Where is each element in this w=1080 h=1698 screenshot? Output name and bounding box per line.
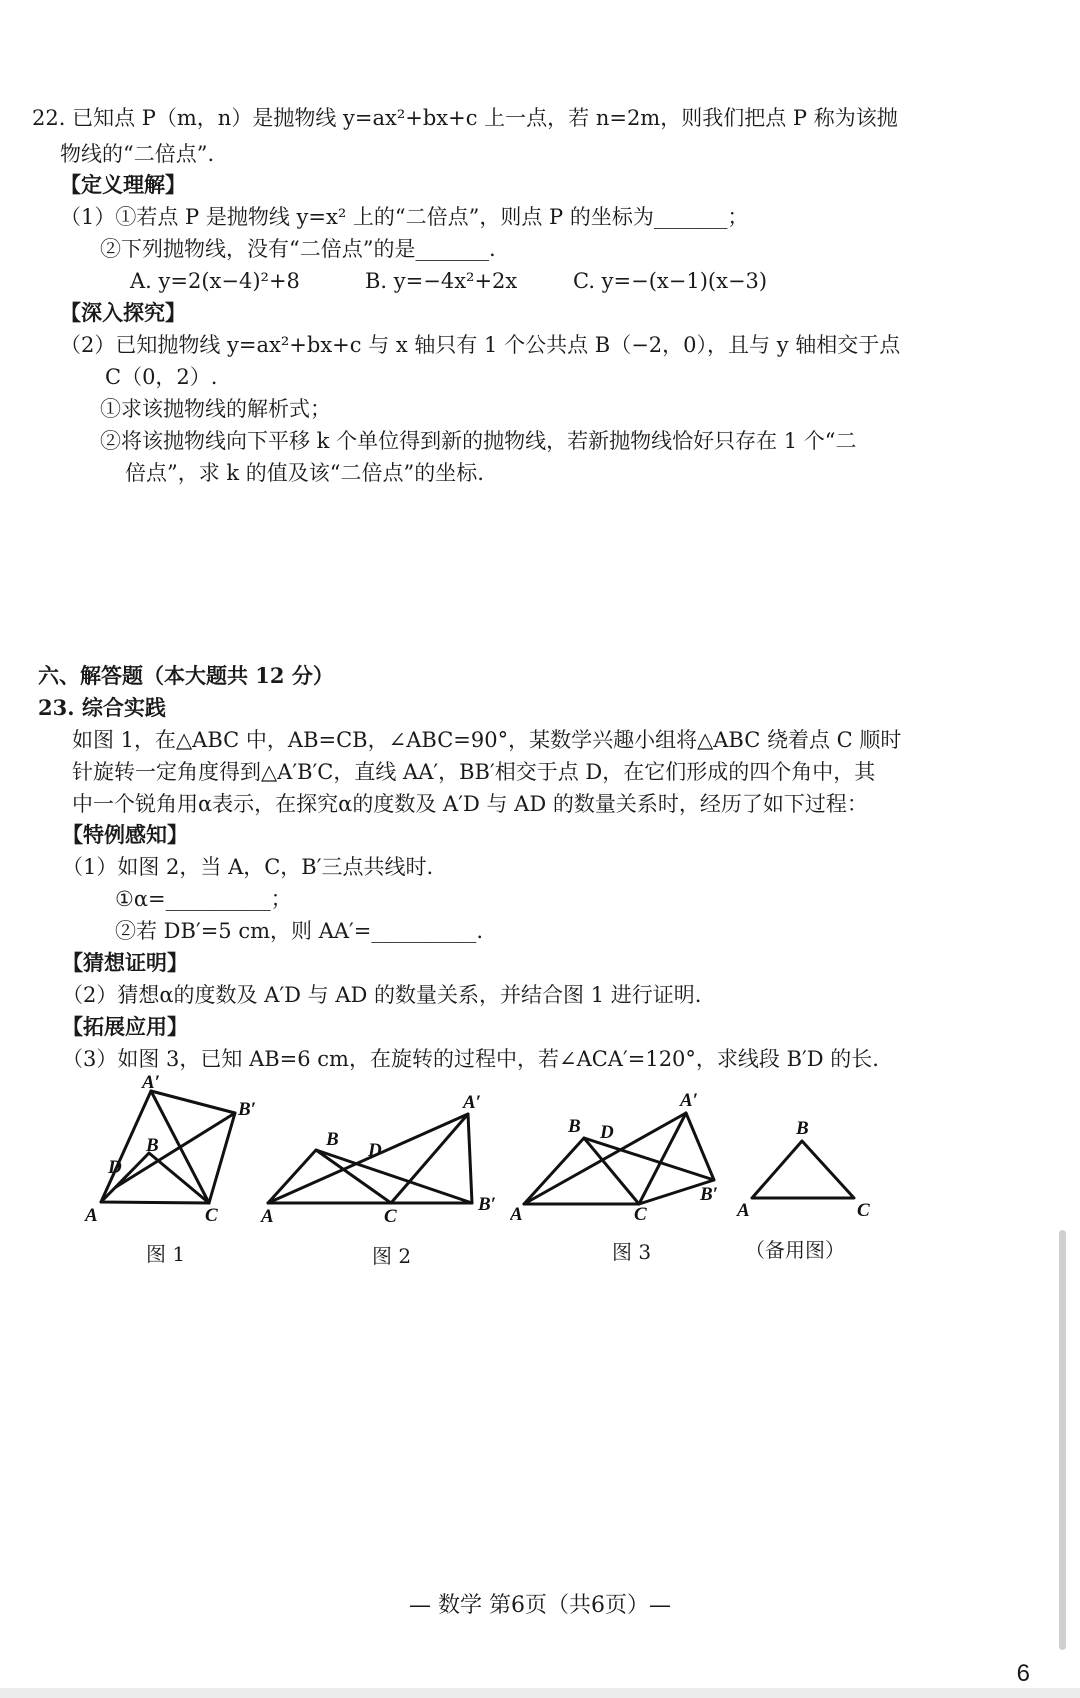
label-C: C (634, 1204, 647, 1225)
label-C: C (857, 1200, 870, 1220)
label-A-prime: A′ (142, 1075, 161, 1093)
q23-intro3: 中一个锐角用α表示，在探究α的度数及 A′D 与 AD 的数量关系时，经历了如下过程： (72, 792, 868, 816)
q22-line2: 物线的“二倍点”. (60, 142, 215, 166)
q23-part1a: ①α=__________； (115, 887, 292, 911)
q22-line1: 22. 已知点 P（m，n）是抛物线 y=ax²+bx+c 上一点，若 n=2m，则我们把点 P 称为该抛 (32, 106, 898, 130)
q23-heading-guess: 【猜想证明】 (62, 950, 188, 975)
figure-2-caption: 图 2 (372, 1244, 412, 1268)
q23-intro2: 针旋转一定角度得到△A′B′C，直线 AA′，BB′相交于点 D，在它们形成的四个角中，其 (72, 760, 876, 784)
figure-2-drawing (258, 1090, 508, 1230)
q23-intro1: 如图 1，在△ABC 中，AB=CB，∠ABC=90°，某数学兴趣小组将△ABC 绕着点 C 顺时 (72, 728, 902, 752)
q22-heading-explore: 【深入探究】 (60, 300, 186, 325)
figure-spare-line (752, 1141, 854, 1198)
figure-1-line (151, 1091, 235, 1203)
q23-part1b: ②若 DB′=5 cm，则 AA′=__________. (115, 919, 484, 943)
label-C: C (384, 1206, 397, 1227)
label-B: B (796, 1120, 809, 1139)
q23-part1: （1）如图 2，当 A，C，B′三点共线时. (62, 855, 434, 879)
label-A-prime: A′ (463, 1092, 482, 1113)
figure-1-caption: 图 1 (146, 1242, 186, 1266)
q22-option-c: C. y=−(x−1)(x−3) (573, 269, 768, 293)
label-B-prime: B′ (238, 1099, 257, 1120)
q23-heading-special: 【特例感知】 (62, 822, 188, 847)
figure-spare (735, 1120, 875, 1220)
label-A: A (737, 1200, 750, 1220)
figure-2 (258, 1090, 508, 1230)
q22-part2c: ①求该抛物线的解析式； (100, 397, 331, 421)
q22-option-a: A. y=2(x−4)²+8 (130, 269, 300, 293)
q22-part2b: C（0，2）. (105, 365, 218, 389)
label-B: B (326, 1129, 339, 1150)
section-six-heading: 六、解答题（本大题共 12 分） (38, 663, 334, 688)
figure-3-drawing (510, 1080, 740, 1230)
page-number: 6 (1016, 1660, 1030, 1687)
figure-1 (80, 1075, 280, 1225)
q22-part1b: ②下列抛物线，没有“二倍点”的是_______. (100, 237, 496, 261)
q22-option-b: B. y=−4x²+2x (365, 269, 518, 293)
q22-part2a: （2）已知抛物线 y=ax²+bx+c 与 x 轴只有 1 个公共点 B（−2，0），且与 y 轴相交于点 (60, 333, 901, 357)
q22-part2d: ②将该抛物线向下平移 k 个单位得到新的抛物线，若新抛物线恰好只存在 1 个“二 (100, 429, 857, 453)
q22-part1a: （1）①若点 P 是抛物线 y=x² 上的“二倍点”，则点 P 的坐标为_______； (60, 205, 749, 229)
figure-spare-drawing (735, 1120, 875, 1220)
label-C: C (205, 1205, 218, 1225)
q23-part2: （2）猜想α的度数及 A′D 与 AD 的数量关系，并结合图 1 进行证明. (62, 983, 702, 1007)
q23-heading-extension: 【拓展应用】 (62, 1014, 188, 1039)
figure-3-caption: 图 3 (612, 1240, 652, 1264)
label-B-prime: B′ (478, 1194, 497, 1215)
label-A: A (261, 1206, 274, 1227)
figure-2-line (316, 1150, 472, 1203)
page-footer: — 数学 第6页（共6页）— (409, 1593, 671, 1618)
label-B: B (146, 1135, 159, 1156)
scrollbar[interactable] (1059, 1230, 1066, 1650)
bottom-divider (0, 1688, 1080, 1698)
label-A: A (510, 1204, 523, 1225)
label-A: A (85, 1205, 98, 1225)
q22-heading-definition: 【定义理解】 (60, 172, 186, 197)
q23-title: 23. 综合实践 (38, 695, 166, 720)
label-B-prime: B′ (700, 1184, 719, 1205)
label-A-prime: A′ (680, 1090, 699, 1111)
figure-3 (510, 1080, 740, 1230)
q22-part2e: 倍点”，求 k 的值及该“二倍点”的坐标. (125, 461, 484, 485)
figure-spare-caption: （备用图） (745, 1238, 845, 1262)
label-D: D (600, 1122, 614, 1143)
label-B: B (568, 1116, 581, 1137)
label-D: D (368, 1140, 382, 1161)
figure-1-drawing (80, 1075, 280, 1225)
label-D: D (108, 1157, 122, 1178)
q23-part3: （3）如图 3，已知 AB=6 cm，在旋转的过程中，若∠ACA′=120°，求线段 B′D 的长. (62, 1047, 879, 1071)
